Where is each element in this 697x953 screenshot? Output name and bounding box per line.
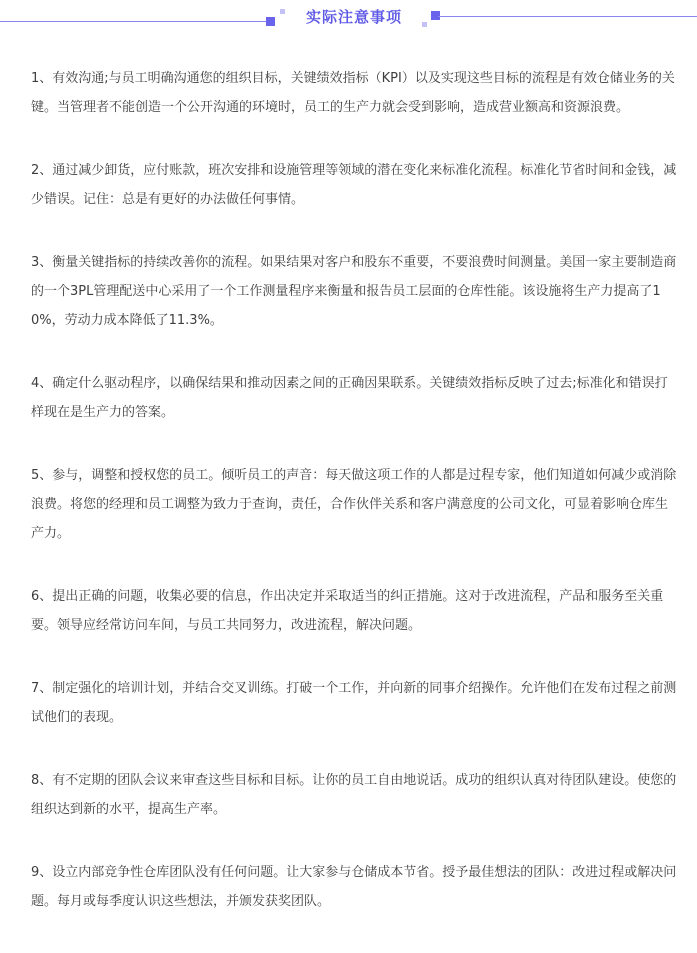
paragraph-9: 9、设立内部竞争性仓库团队没有任何问题。让大家参与仓储成本节省。授予最佳想法的团队：改进过程或解决问题。每月或每季度认识这些想法，并颁发获奖团队。 (31, 865, 677, 909)
header-divider-left (0, 21, 268, 22)
paragraph-3: 3、衡量关键指标的持续改善你的流程。如果结果对客户和股东不重要，不要浪费时间测量。美国一家主要制造商的一个3PL管理配送中心采用了一个工作测量程序来衡量和报告员工层面的仓库性能。该设施将生产力提高了10%，劳动力成本降低了11.3%。 (31, 255, 677, 328)
article-body (31, 64, 679, 950)
paragraph-2: 2、通过减少卸货，应付账款，班次安排和设施管理等领域的潜在变化来标准化流程。标准化节省时间和金钱，减少错误。记住：总是有更好的办法做任何事情。 (31, 163, 677, 207)
section-title: 实际注意事项 (305, 8, 402, 26)
paragraph-1: 1、有效沟通;与员工明确沟通您的组织目标，关键绩效指标（KPI）以及实现这些目标的流程是有效仓储业务的关键。当管理者不能创造一个公开沟通的环境时，员工的生产力就会受到影响，造成营业额高和资源浪费。 (31, 71, 675, 115)
section-header (0, 0, 697, 40)
decor-square-icon (280, 9, 285, 14)
header-divider-right (438, 16, 697, 17)
paragraph-4: 4、确定什么驱动程序，以确保结果和推动因素之间的正确因果联系。关键绩效指标反映了过去;标准化和错误打样现在是生产力的答案。 (31, 376, 668, 420)
paragraph-6: 6、提出正确的问题，收集必要的信息，作出决定并采取适当的纠正措施。这对于改进流程，产品和服务至关重要。领导应经常访问车间，与员工共同努力，改进流程，解决问题。 (31, 589, 664, 633)
decor-square-icon (266, 17, 275, 26)
decor-square-icon (422, 22, 427, 27)
paragraph-5: 5、参与，调整和授权您的员工。倾听员工的声音：每天做这项工作的人都是过程专家，他们知道如何减少或消除浪费。将您的经理和员工调整为致力于查询，责任，合作伙伴关系和客户满意度的公司文化，可显着影响仓库生产力。 (31, 468, 677, 541)
paragraph-7: 7、制定强化的培训计划，并结合交叉训练。打破一个工作，并向新的同事介绍操作。允许他们在发布过程之前测试他们的表现。 (31, 681, 677, 725)
paragraph-8: 8、有不定期的团队会议来审查这些目标和目标。让你的员工自由地说话。成功的组织认真对待团队建设。使您的组织达到新的水平，提高生产率。 (31, 773, 677, 817)
